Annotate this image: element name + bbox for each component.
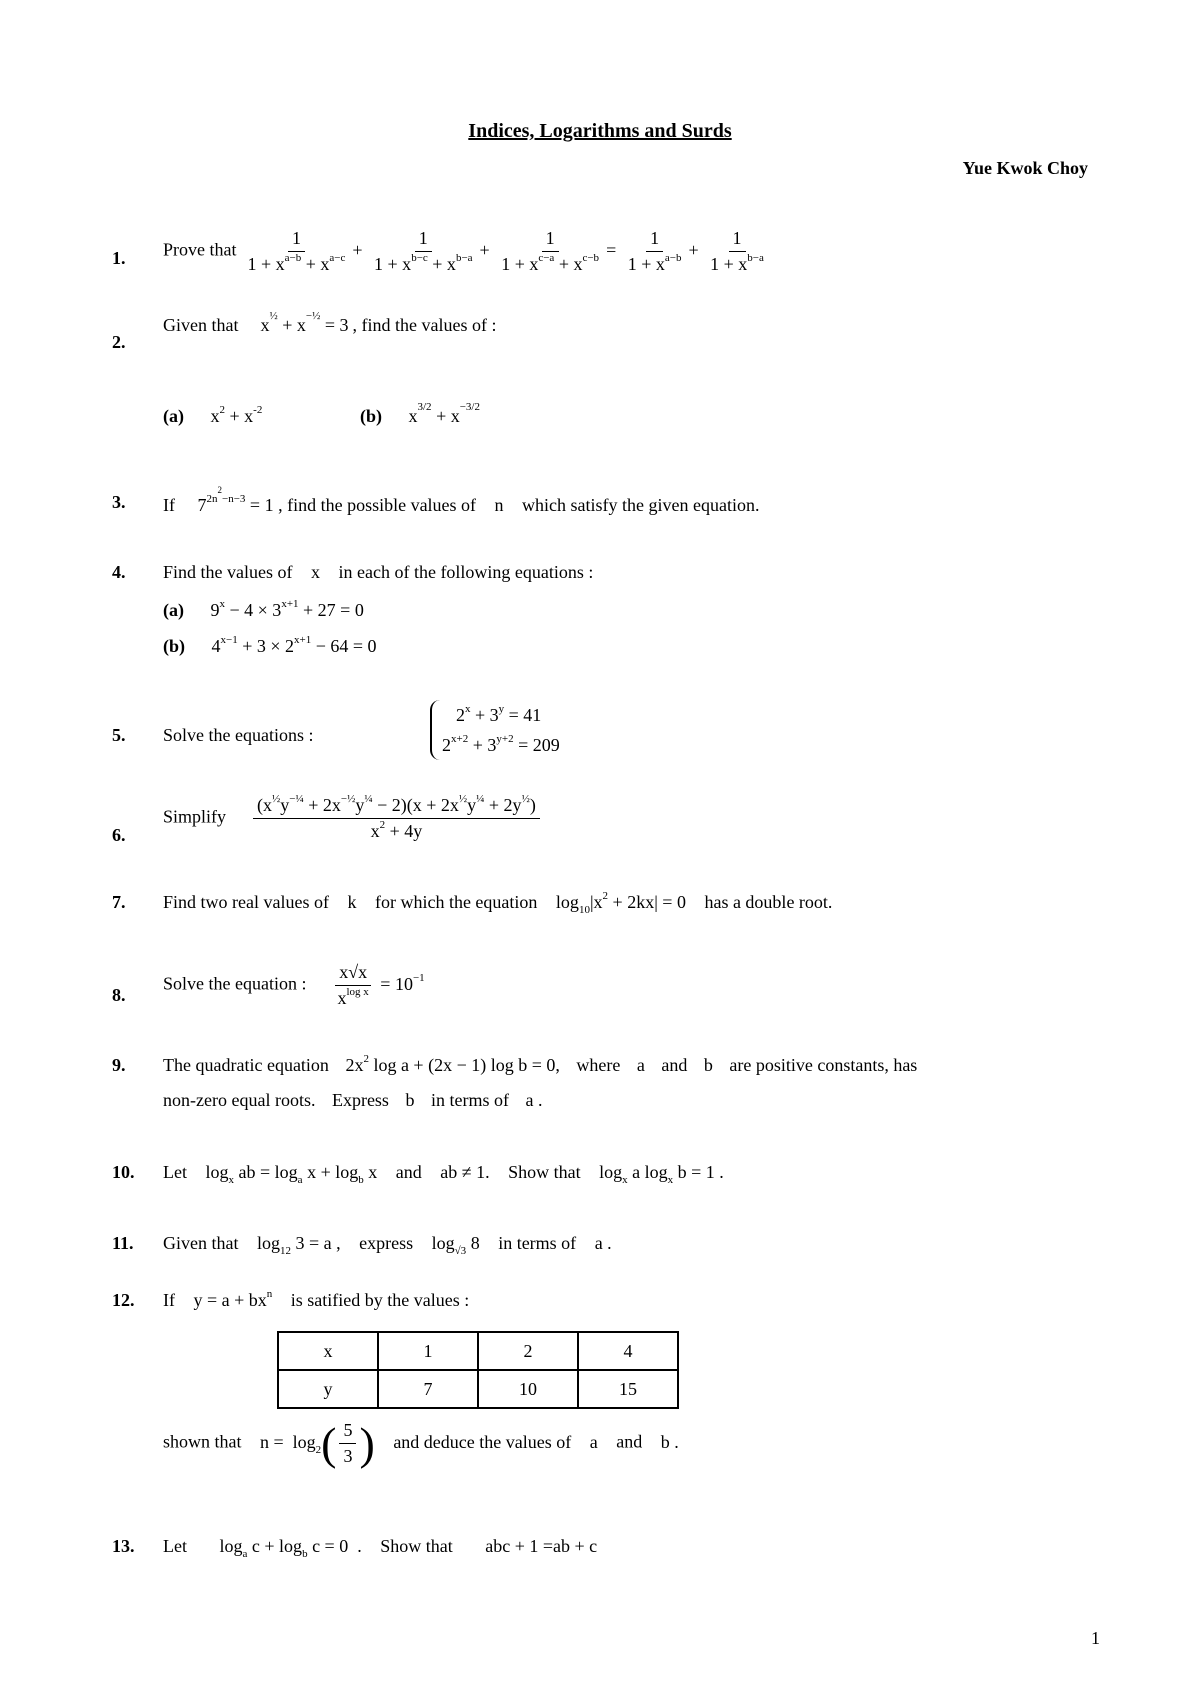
question-10-number: 10. [112, 1162, 135, 1182]
question-12-part2: shown that $n = \log_2$( $\frac{5}{3}$ ) and deduce the values of a and b . [163, 1417, 679, 1469]
table-row [278, 1332, 678, 1370]
table-cell: x [278, 1332, 378, 1370]
table-row [278, 1370, 678, 1408]
question-2-equation: $x^{\frac{1}{2}} + x^{-\frac{1}{2}} = 3$ [260, 310, 349, 335]
question-10: Let $\log_x$ ab = $\log_a x + \log_b x$ and ab ≠ 1. Show that $\log_x a$ $\log_x b = 1$ . [163, 1162, 724, 1186]
question-2a: (a) $x^2 + x^{-2}$ [163, 404, 263, 426]
question-12: If $y = a + bx^n$ is satified by the values : [163, 1288, 470, 1310]
question-13-number: 13. [112, 1536, 135, 1556]
page-number: 1 [1091, 1628, 1100, 1648]
question-9-line1: The quadratic equation $2x^2$ log a + (2x − 1) log b = 0, where a and b are positive constants, has [163, 1053, 918, 1075]
question-7-number: 7. [112, 892, 126, 912]
question-2-text: Given that [163, 315, 239, 335]
question-9-line2: non-zero equal roots. Express b in terms of a . [163, 1090, 543, 1110]
question-3-number: 3. [112, 492, 126, 512]
question-6-number: 6. [112, 825, 126, 845]
question-9-number: 9. [112, 1055, 126, 1075]
question-13: Let $\log_a c + \log_b c = 0$ . Show that abc + 1 =ab + c [163, 1536, 598, 1560]
question-7: Find two real values of k for which the equation $\log_{10}|x^2 + 2kx| = 0$ has a double root. [163, 890, 833, 916]
table-cell: 1 [378, 1332, 478, 1370]
question-4b: (b) $4^{x-1} + 3 \times 2^{x+1} - 64 = 0$ [163, 634, 377, 656]
question-8-equation: $\frac{x√x}{x^{log x}}$ = $10^{-1}$ [330, 974, 424, 994]
table-cell: 10 [478, 1370, 578, 1408]
question-4: Find the values of x in each of the following equations : [163, 562, 594, 582]
question-1-text: Prove that [163, 239, 237, 260]
question-6: Simplify $\frac{(x^{\frac{1}{2}}y^{-\frac{1}{4}} + 2x^{-\frac{1}{2}}y^{\frac{1}{4}} - 2)(x + 2x^{\frac{1}{2}}y^{\frac{1}{4}} + 2y^{\frac{1}{2}})}{x^2 + 4y}$ [163, 795, 543, 842]
question-2-number: 2. [112, 332, 126, 352]
question-12-table [277, 1331, 679, 1409]
question-8-number: 8. [112, 985, 126, 1005]
question-3: If $7^{2n^2-n-3} = 1$ , find the possible values of n which satisfy the given equation. [163, 485, 760, 515]
question-4a: (a) $9^x - 4 \times 3^{x+1} + 27 = 0$ [163, 598, 364, 620]
table-cell: 7 [378, 1370, 478, 1408]
question-3-equation: $7^{2n^2-n-3} = 1$ [197, 485, 274, 515]
question-2: Given that $x^{\frac{1}{2}} + x^{-\frac{1}{2}} = 3$ , find the values of : [163, 310, 497, 335]
question-12-number: 12. [112, 1290, 135, 1310]
question-2b: (b) $x^{3/2} + x^{-3/2}$ [360, 401, 480, 426]
question-4-number: 4. [112, 562, 126, 582]
question-1-equation: $\frac{1}{1 + x^{a-b} + x^{a-c}}$ + $\frac{1}{1 + x^{b-c} + x^{b-a}}$ + $\frac{1}{1 + x^{c-a} + x^{c-b}}$ = $\frac{1}{1 + x^{a-b}}$ + $\frac{1}{1 + x^{b-a}}$ [247, 228, 764, 274]
table-cell: 2 [478, 1332, 578, 1370]
table-cell: 4 [578, 1332, 678, 1370]
question-7-equation: $\log_{10}|x^2 + 2kx| = 0$ [555, 890, 686, 916]
question-8: Solve the equation : $\frac{x√x}{x^{log x}}$ = $10^{-1}$ [163, 962, 425, 1008]
question-5-system: $2^x + 3^y = 41$ $2^{x+2} + 3^{y+2} = 209$ [430, 700, 560, 760]
question-11: Given that $\log_{12} 3 = a$ , express $\log_{√3} 8$ in terms of a . [163, 1233, 612, 1257]
question-6-expression: $\frac{(x^{\frac{1}{2}}y^{-\frac{1}{4}} + 2x^{-\frac{1}{2}}y^{\frac{1}{4}} - 2)(x + 2x^{\frac{1}{2}}y^{\frac{1}{4}} + 2y^{\frac{1}{2}})}{x^2 + 4y}$ [250, 807, 543, 827]
table-cell: 15 [578, 1370, 678, 1408]
author: Yue Kwok Choy [962, 158, 1088, 178]
table-cell: y [278, 1370, 378, 1408]
question-5-number: 5. [112, 725, 126, 745]
values-table [277, 1331, 679, 1409]
question-11-number: 11. [112, 1233, 134, 1253]
document-title: Indices, Logarithms and Surds [468, 120, 732, 142]
question-9-equation: $2x^2$ log a + (2x − 1) log b = 0, [345, 1053, 560, 1075]
question-5-text: Solve the equations : [163, 725, 314, 745]
question-1-number: 1. [112, 248, 126, 268]
question-1 [163, 228, 771, 275]
